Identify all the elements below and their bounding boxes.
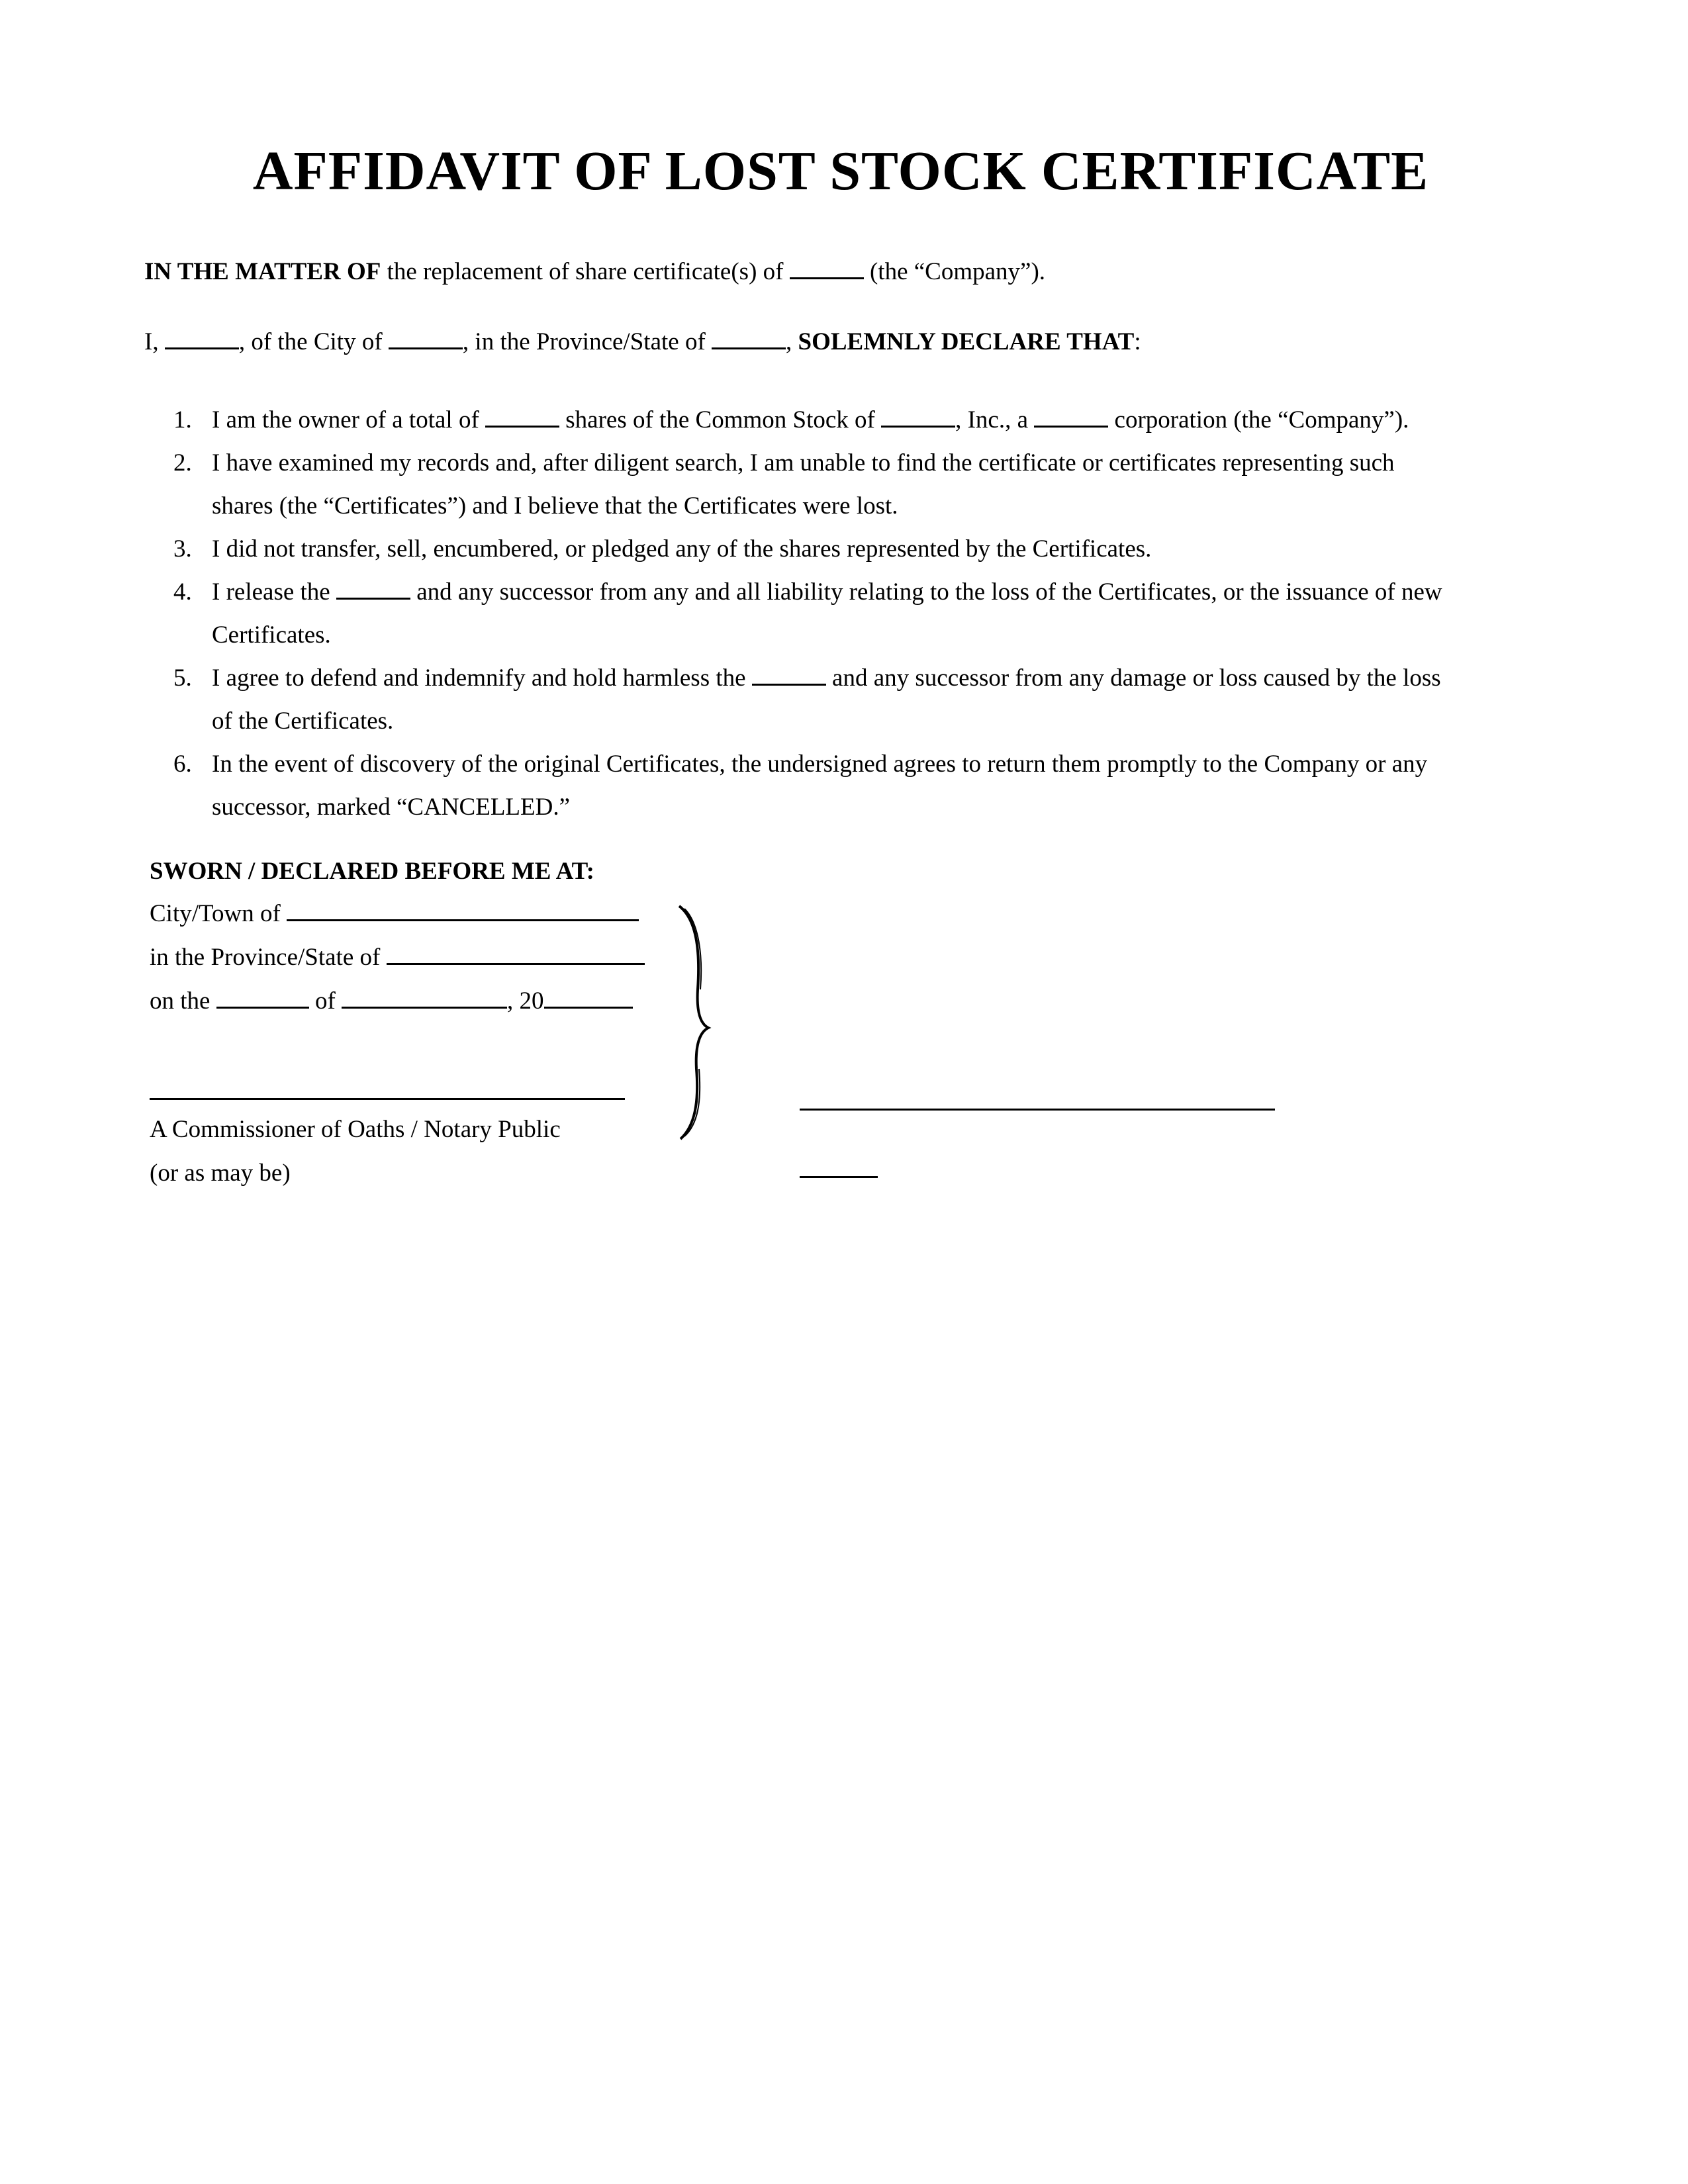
matter-text-after: (the “Company”). [863, 258, 1046, 285]
item-text: and any successor from any and all liability relating to the loss of the Certificates, or the issuance of new [410, 578, 1442, 606]
item-text: Certificates. [212, 621, 331, 649]
matter-bold: IN THE MATTER OF [144, 258, 381, 285]
name-blank[interactable] [165, 343, 239, 349]
list-item [173, 570, 1550, 657]
item-text: successor, marked “CANCELLED.” [212, 794, 571, 821]
item-text: shares (the “Certificates”) and I believe that the Certificates were lost. [212, 492, 898, 520]
month-blank[interactable] [342, 1003, 507, 1009]
sworn-city-line [150, 901, 639, 926]
list-item [173, 398, 1550, 441]
item-text: I did not transfer, sell, encumbered, or pledged any of the shares represented by the Certificates. [212, 535, 1152, 563]
jurisdiction-blank[interactable] [1034, 422, 1108, 428]
item-text: , Inc., a [955, 406, 1035, 433]
item-text: I release the [212, 578, 336, 606]
sworn-year-label: , 20 [507, 987, 544, 1015]
item-number: 5. [173, 664, 192, 692]
sworn-heading [150, 859, 594, 884]
declarant-city-label: , of the City of [238, 328, 389, 355]
sworn-heading-text: SWORN / DECLARED BEFORE ME AT: [150, 858, 594, 885]
indemnify-party-blank[interactable] [752, 680, 826, 686]
day-blank[interactable] [216, 1003, 309, 1009]
item-number: 2. [173, 449, 192, 477]
sworn-province-line [150, 945, 645, 970]
item-text: I agree to defend and indemnify and hold harmless the [212, 664, 752, 692]
item-text: corporation (the “Company”). [1108, 406, 1409, 433]
commissioner-signature-line[interactable] [150, 1098, 625, 1100]
item-text: and any successor from any damage or loss caused by the loss [825, 664, 1441, 692]
solemnly-declare: SOLEMNLY DECLARE THAT [798, 328, 1135, 355]
curly-brace-icon [675, 903, 715, 1142]
item-text: of the Certificates. [212, 707, 394, 735]
declarant-signature-line[interactable] [800, 1109, 1275, 1111]
item-number: 4. [173, 578, 192, 606]
page-title: AFFIDAVIT OF LOST STOCK CERTIFICATE [252, 140, 1429, 202]
item-number: 6. [173, 751, 192, 778]
company-blank[interactable] [790, 273, 864, 279]
item-text: In the event of discovery of the original Certificates, the undersigned agrees to return them promptly to the Company or any [212, 751, 1428, 778]
shares-count-blank[interactable] [485, 422, 559, 428]
sworn-province-blank[interactable] [387, 959, 645, 965]
sworn-on-the-label: on the [150, 987, 216, 1015]
declarant-line [144, 330, 1141, 354]
item-text: I am the owner of a total of [212, 406, 486, 433]
commissioner-label: A Commissioner of Oaths / Notary Public [150, 1116, 561, 1143]
list-item [173, 527, 1550, 570]
list-item [173, 743, 1550, 829]
year-blank[interactable] [544, 1003, 633, 1009]
declarant-name-blank[interactable] [800, 1176, 878, 1178]
province-blank[interactable] [712, 343, 786, 349]
sworn-city-blank[interactable] [287, 915, 639, 921]
sworn-of-label: of [308, 987, 342, 1015]
stock-company-blank[interactable] [881, 422, 955, 428]
city-blank[interactable] [389, 343, 463, 349]
item-text: shares of the Common Stock of [559, 406, 882, 433]
sworn-date-line [150, 989, 633, 1013]
sworn-province-label: in the Province/State of [150, 944, 387, 971]
commissioner-note: (or as may be) [150, 1160, 291, 1187]
item-text: I have examined my records and, after diligent search, I am unable to find the certificate or certificates representing such [212, 449, 1395, 477]
sworn-city-label: City/Town of [150, 900, 287, 927]
list-item [173, 657, 1550, 743]
declarant-i: I, [144, 328, 165, 355]
list-item [173, 441, 1550, 527]
matter-line [144, 259, 1045, 284]
release-party-blank[interactable] [336, 594, 410, 600]
declaration-list [173, 398, 1550, 829]
declarant-province-label: , in the Province/State of [462, 328, 712, 355]
declarant-colon: : [1134, 328, 1141, 355]
declarant-comma: , [786, 328, 798, 355]
item-number: 3. [173, 535, 192, 563]
item-number: 1. [173, 406, 192, 433]
matter-text: the replacement of share certificate(s) of [381, 258, 790, 285]
